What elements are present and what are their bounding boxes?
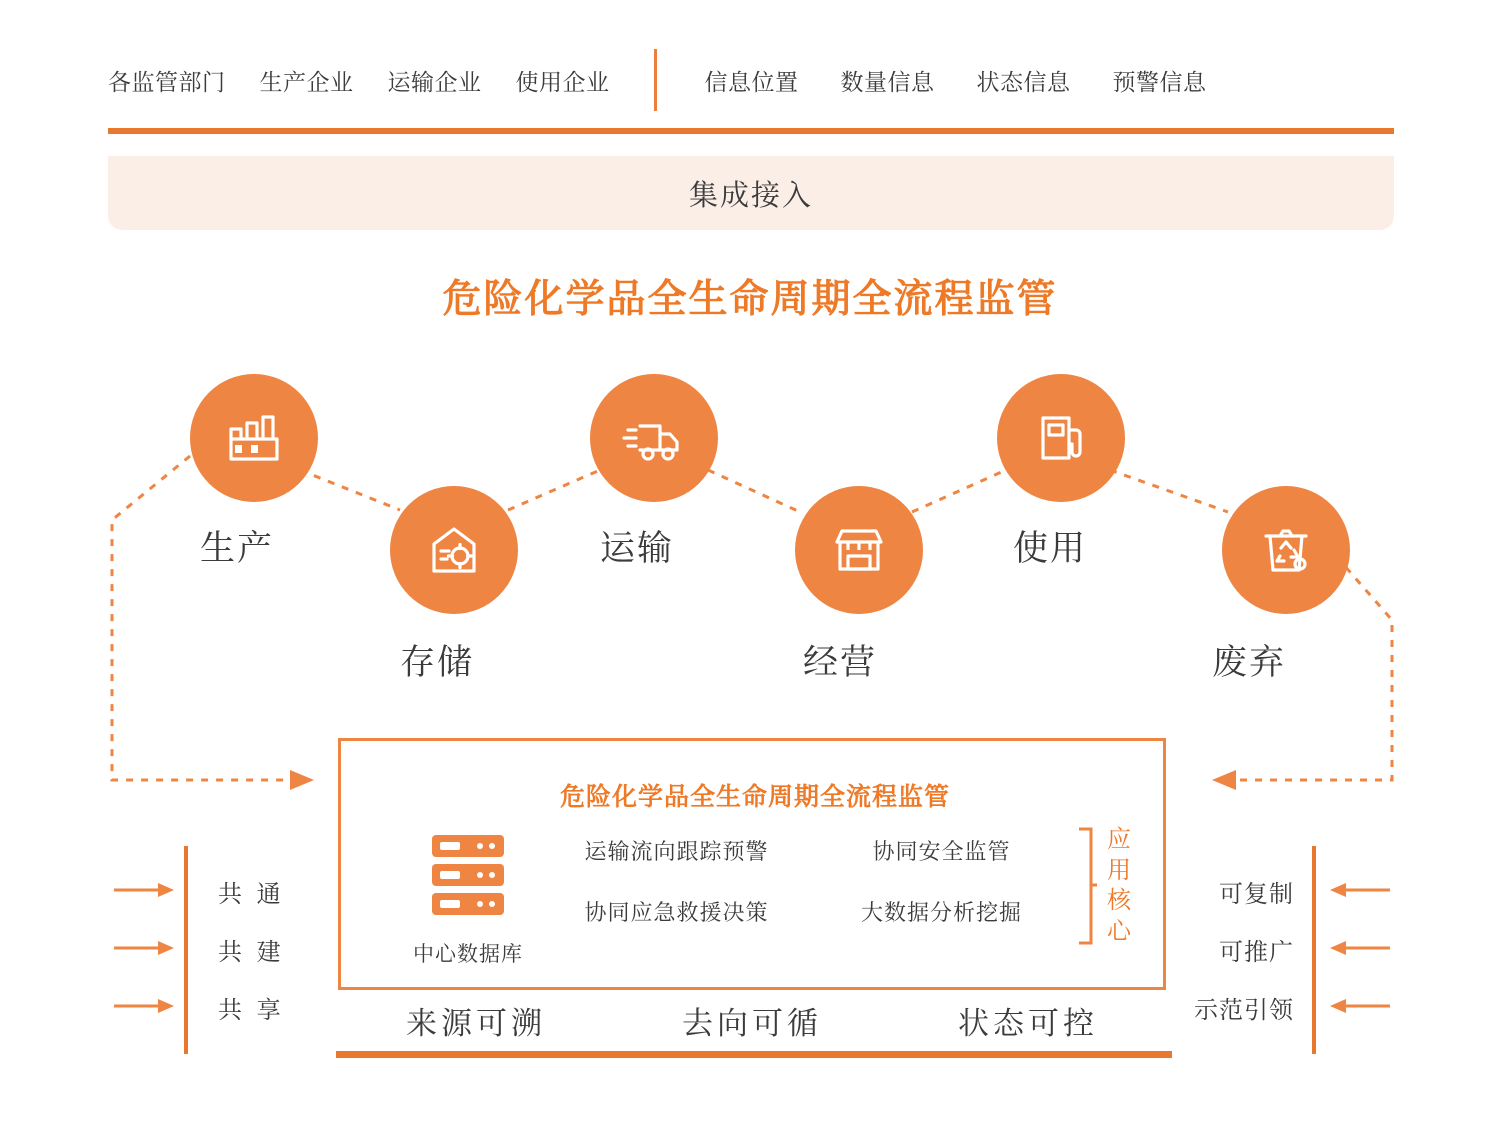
stage-circle-usage[interactable] xyxy=(997,374,1125,502)
right-benefit-2: 示范引领 xyxy=(1194,996,1294,1024)
header-left-item-0: 各监管部门 xyxy=(108,68,226,95)
page-title: 危险化学品全生命周期全流程监管 xyxy=(442,278,1058,321)
arrowhead-left-into-core xyxy=(290,770,314,790)
stage-label-business: 经营 xyxy=(803,643,878,682)
core-panel-title: 危险化学品全生命周期全流程监管 xyxy=(559,783,950,811)
fuel-pump-icon xyxy=(1031,408,1091,468)
header-right-group xyxy=(705,64,1207,97)
header-right-item-1: 数量信息 xyxy=(840,68,935,95)
right-arrow-group xyxy=(1324,862,1394,1062)
outcome-1: 去向可循 xyxy=(682,1006,822,1041)
server-database-icon xyxy=(424,829,512,925)
integration-banner xyxy=(108,156,1394,230)
right-benefit-1: 可推广 xyxy=(1219,938,1294,966)
stage-circle-transport[interactable] xyxy=(590,374,718,502)
stage-circle-business[interactable] xyxy=(795,486,923,614)
stage-circle-disposal[interactable] xyxy=(1222,486,1350,614)
header-right-item-0: 信息位置 xyxy=(704,68,799,95)
stage-label-transport: 运输 xyxy=(600,529,675,568)
outcome-row xyxy=(338,998,1166,1043)
left-group-bar xyxy=(184,846,188,1054)
header-left-item-2: 运输企业 xyxy=(387,68,482,95)
core-capability-3: 大数据分析挖掘 xyxy=(860,900,1022,925)
arrowhead-right-into-core xyxy=(1212,770,1236,790)
bottom-rule xyxy=(336,1051,1172,1058)
right-group-bar xyxy=(1312,846,1316,1054)
outcome-2: 状态可控 xyxy=(958,1006,1098,1041)
header-right-item-2: 状态信息 xyxy=(976,68,1071,95)
core-platform-panel xyxy=(338,738,1166,990)
left-principle-list xyxy=(196,862,326,1036)
warehouse-gear-icon xyxy=(424,520,484,580)
header-divider xyxy=(654,49,657,111)
stage-circle-production[interactable] xyxy=(190,374,318,502)
header-right-item-3: 预警信息 xyxy=(1112,68,1207,95)
right-benefit-0: 可复制 xyxy=(1219,880,1294,908)
right-benefit-list xyxy=(1184,862,1308,1036)
store-icon xyxy=(829,520,889,580)
core-capability-2: 协同应急救援决策 xyxy=(584,900,769,925)
left-principle-1: 共 建 xyxy=(218,938,285,966)
core-capability-0: 运输流向跟踪预警 xyxy=(584,839,769,864)
header-underline-rule xyxy=(108,128,1394,134)
stage-label-disposal: 废弃 xyxy=(1212,643,1287,682)
factory-icon xyxy=(223,407,285,469)
core-capability-1: 协同安全监管 xyxy=(872,839,1011,864)
stage-label-production: 生产 xyxy=(200,529,275,568)
outcome-0: 来源可溯 xyxy=(406,1006,546,1041)
core-capability-list xyxy=(549,835,1069,927)
left-principle-2: 共 享 xyxy=(218,996,285,1024)
brace-icon xyxy=(1077,827,1099,957)
stage-circle-storage[interactable] xyxy=(390,486,518,614)
application-core-label: 应用核心 xyxy=(1107,826,1133,946)
left-arrow-group xyxy=(110,862,180,1062)
integration-banner-label: 集成接入 xyxy=(688,179,813,212)
recycle-bin-icon xyxy=(1256,520,1316,580)
header-left-group xyxy=(108,64,610,97)
left-principle-0: 共 通 xyxy=(218,880,285,908)
central-database-label: 中心数据库 xyxy=(413,943,523,966)
header-left-item-3: 使用企业 xyxy=(515,68,610,95)
truck-icon xyxy=(622,406,686,470)
header-left-item-1: 生产企业 xyxy=(259,68,354,95)
central-database-block xyxy=(393,829,543,968)
header-row xyxy=(108,50,1394,110)
stage-label-usage: 使用 xyxy=(1013,529,1088,568)
stage-label-storage: 存储 xyxy=(400,643,475,682)
